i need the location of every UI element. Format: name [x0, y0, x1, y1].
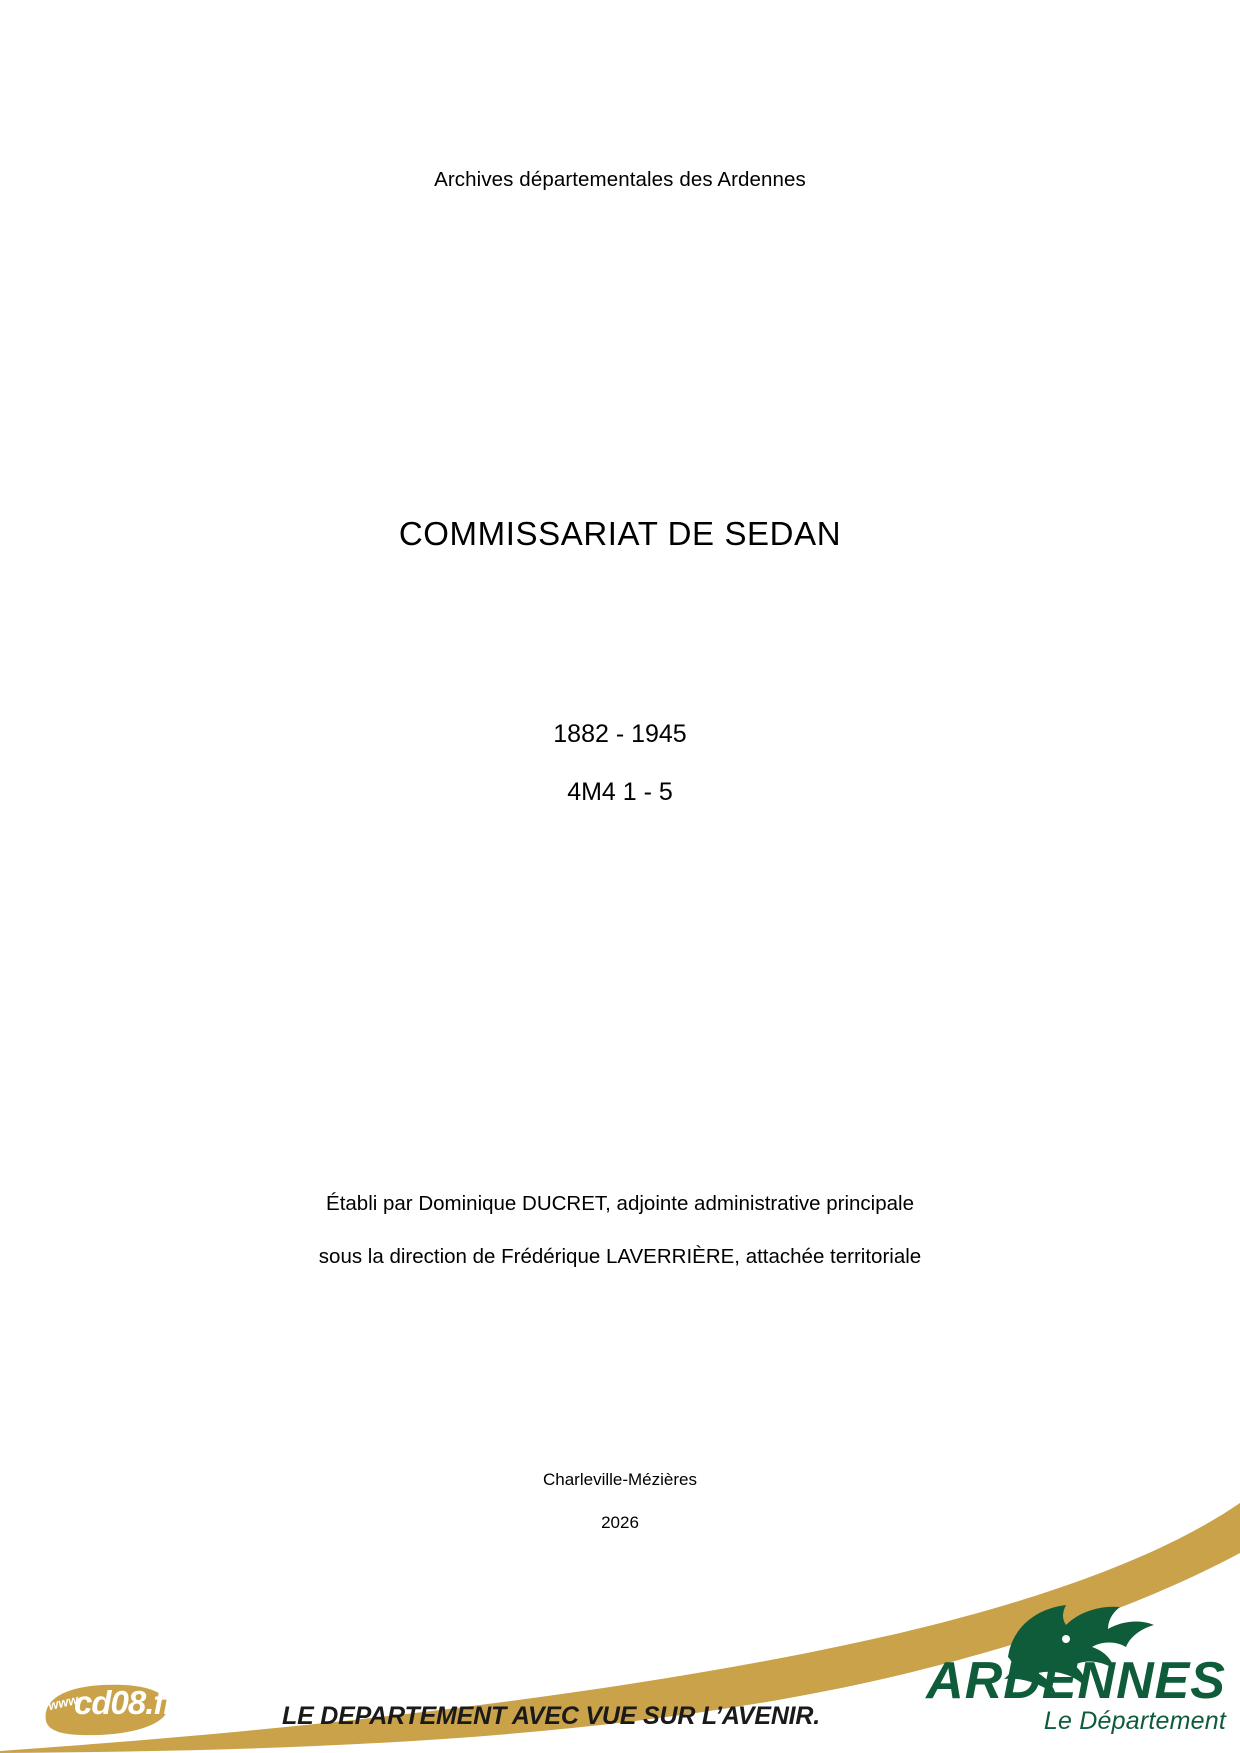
- cd08-url-label: cd08.fr: [74, 1684, 176, 1721]
- ardennes-subtitle: Le Département: [1043, 1707, 1226, 1735]
- credit-supervisor: sous la direction de Frédérique LAVERRIÈRE, attachée territoriale: [318, 1245, 922, 1268]
- footer-band: [0, 1483, 1240, 1753]
- credit-author: Établi par Dominique DUCRET, adjointe administrative principale: [326, 1192, 914, 1215]
- page-title: COMMISSARIAT DE SEDAN: [398, 515, 842, 552]
- ardennes-wordmark: ARDENNES: [926, 1652, 1226, 1710]
- cd08-www-label: www: [46, 1691, 80, 1714]
- cd08-website-badge[interactable]: [38, 1681, 176, 1739]
- reference-code: 4M4 1 - 5: [567, 778, 673, 806]
- publication-year: 2026: [601, 1513, 639, 1532]
- ardennes-logo: [916, 1595, 1226, 1745]
- date-range: 1882 - 1945: [553, 720, 687, 748]
- footer-slogan: LE DEPARTEMENT AVEC VUE SUR L’AVENIR.: [282, 1702, 821, 1730]
- institution-name: Archives départementales des Ardennes: [434, 168, 806, 191]
- publication-place: Charleville-Mézières: [543, 1470, 697, 1489]
